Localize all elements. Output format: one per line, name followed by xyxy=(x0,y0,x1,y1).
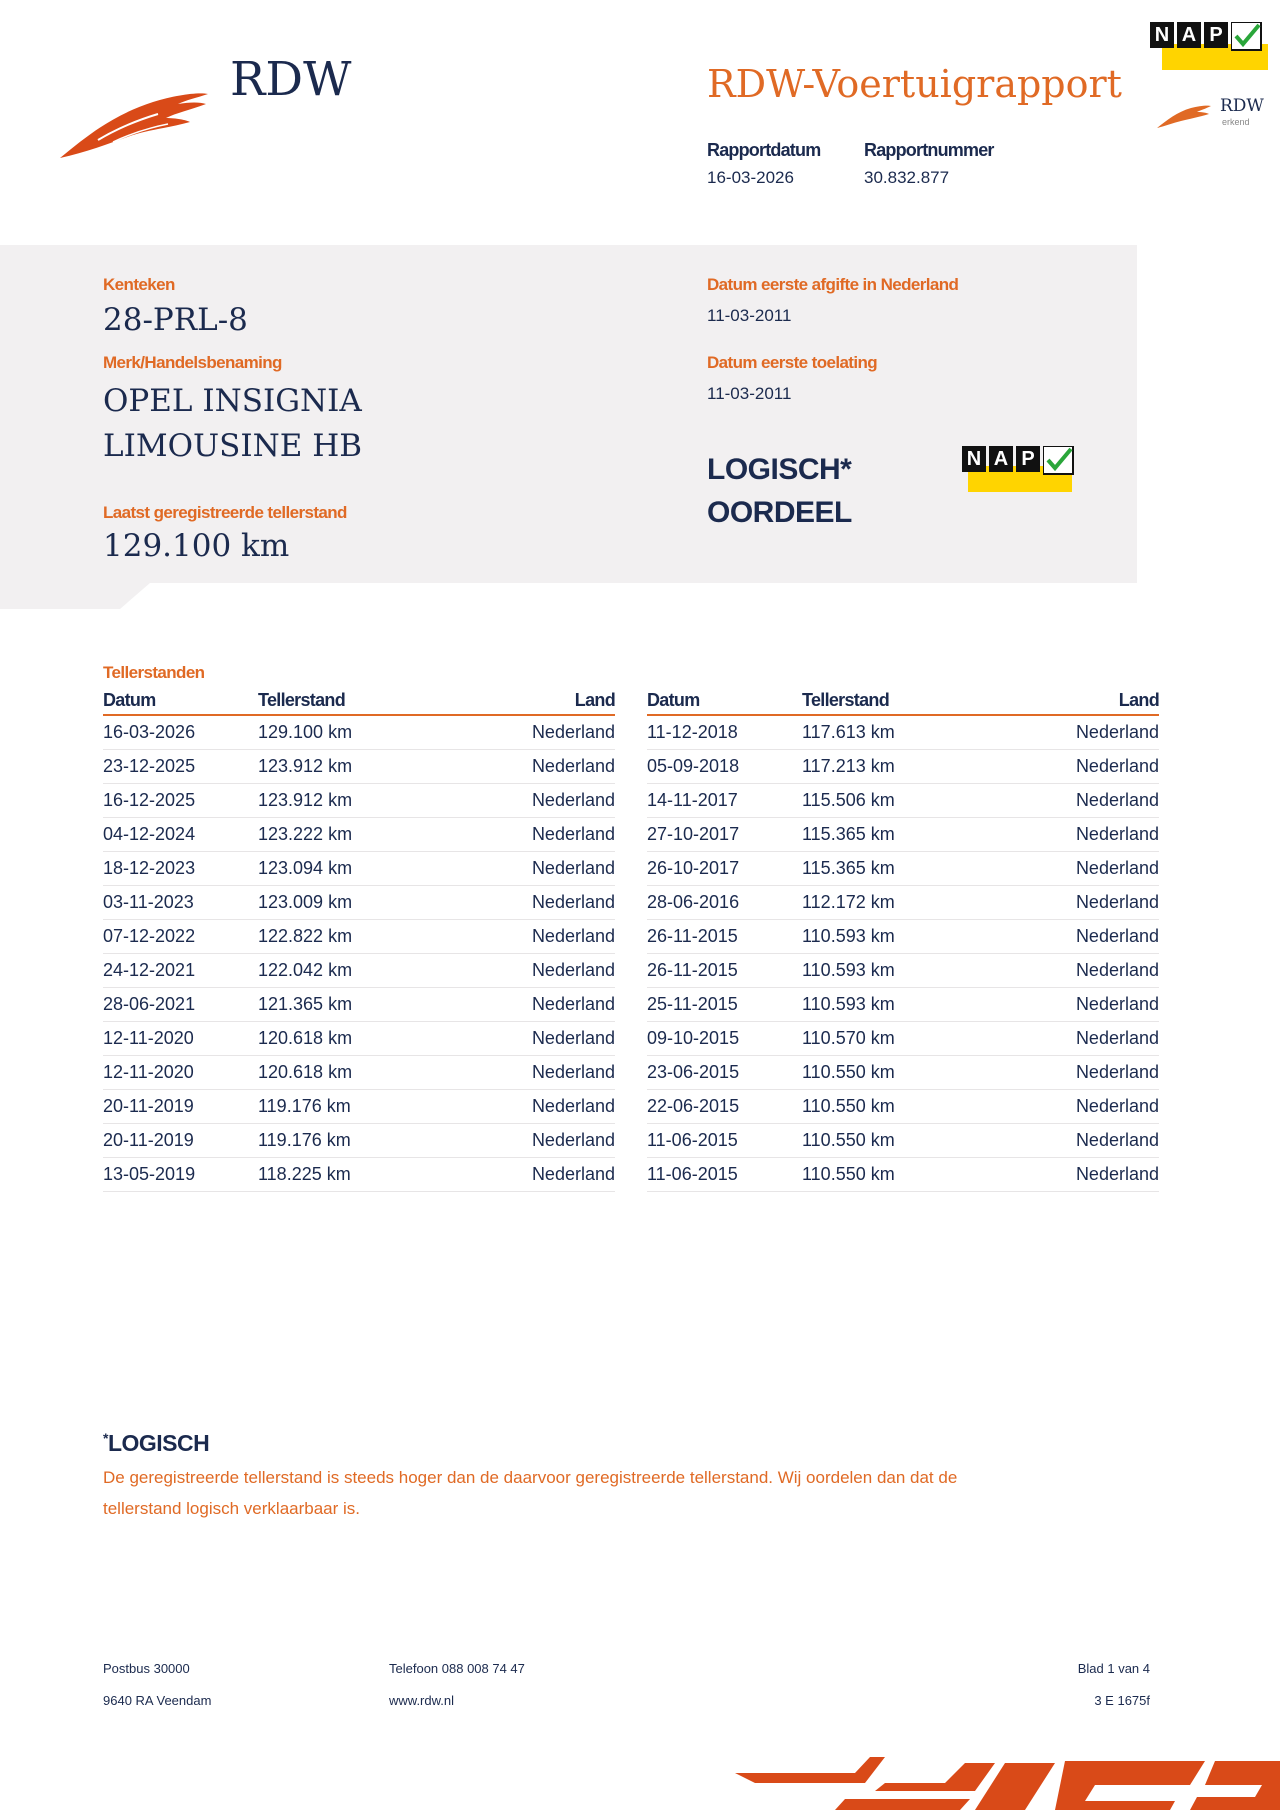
cell-date: 03-11-2023 xyxy=(103,892,194,912)
note-asterisk: * xyxy=(103,1430,108,1446)
table-row xyxy=(647,920,1159,954)
cell-date: 20-11-2019 xyxy=(103,1096,194,1116)
cell-odometer: 129.100 km xyxy=(258,722,353,742)
cell-date: 07-12-2022 xyxy=(103,926,196,946)
rdw-erkend-text: erkend xyxy=(1222,117,1250,127)
cell-odometer: 119.176 km xyxy=(258,1096,351,1116)
make-line-1: OPEL INSIGNIA xyxy=(103,383,362,419)
odometer-table-right xyxy=(647,690,1159,1192)
cell-country: Nederland xyxy=(531,1130,615,1150)
note-title-text: LOGISCH xyxy=(107,1430,210,1456)
cell-country: Nederland xyxy=(1075,960,1159,980)
cell-date: 14-11-2017 xyxy=(647,790,738,810)
table-row xyxy=(647,716,1159,750)
cell-date: 05-09-2018 xyxy=(647,756,740,776)
nap-badge-panel xyxy=(962,446,1077,492)
rdw-logo xyxy=(58,80,213,162)
cell-country: Nederland xyxy=(1075,1062,1159,1082)
cell-date: 23-06-2015 xyxy=(647,1062,740,1082)
nap-check-icon xyxy=(1231,22,1263,52)
cell-country: Nederland xyxy=(531,790,615,810)
cell-odometer: 123.009 km xyxy=(258,892,353,912)
cell-odometer: 110.593 km xyxy=(802,926,895,946)
plate-value: 28-PRL-8 xyxy=(103,302,248,338)
cell-date: 23-12-2025 xyxy=(103,756,196,776)
table-row xyxy=(647,750,1159,784)
cell-date: 28-06-2016 xyxy=(647,892,740,912)
cell-odometer: 115.506 km xyxy=(802,790,895,810)
plate-label: Kenteken xyxy=(103,275,175,294)
verdict-line-2: OORDEEL xyxy=(707,496,852,529)
brand-wordmark: RDW xyxy=(230,52,352,107)
odometer-section-title: Tellerstanden xyxy=(103,663,205,682)
table-row xyxy=(647,886,1159,920)
cell-date: 12-11-2020 xyxy=(103,1028,194,1048)
cell-odometer: 115.365 km xyxy=(802,824,895,844)
cell-date: 24-12-2021 xyxy=(103,960,196,980)
cell-date: 16-12-2025 xyxy=(103,790,196,810)
cell-country: Nederland xyxy=(1075,892,1159,912)
table-row xyxy=(103,852,615,886)
nap-letter-a: A xyxy=(1177,22,1201,48)
cell-odometer: 110.593 km xyxy=(802,994,895,1014)
cell-date: 26-10-2017 xyxy=(647,858,740,878)
table-row xyxy=(647,818,1159,852)
table-row xyxy=(647,1056,1159,1090)
cell-date: 11-12-2018 xyxy=(647,722,738,742)
report-date-label: Rapportdatum xyxy=(707,140,821,160)
footer-page-number: Blad 1 van 4 xyxy=(1077,1661,1150,1676)
cell-country: Nederland xyxy=(1075,1028,1159,1048)
note-text-line-1: De geregistreerde tellerstand is steeds hoger dan de daarvoor geregistreerde tellerstand. Wij oordelen dan dat de xyxy=(103,1468,958,1487)
cell-odometer: 110.570 km xyxy=(802,1028,895,1048)
table-row xyxy=(647,852,1159,886)
table-row xyxy=(103,1022,615,1056)
cell-odometer: 123.222 km xyxy=(258,824,353,844)
cell-country: Nederland xyxy=(531,722,615,742)
cell-date: 22-06-2015 xyxy=(647,1096,740,1116)
table-row xyxy=(103,954,615,988)
cell-odometer: 120.618 km xyxy=(258,1062,353,1082)
cell-odometer: 115.365 km xyxy=(802,858,895,878)
cell-country: Nederland xyxy=(531,926,615,946)
odometer-table-left xyxy=(103,690,615,1192)
cell-country: Nederland xyxy=(1075,1096,1159,1116)
cell-country: Nederland xyxy=(531,1096,615,1116)
cell-date: 04-12-2024 xyxy=(103,824,196,844)
vehicle-panel-tab xyxy=(0,583,150,609)
rdw-erkend-mark xyxy=(1155,96,1270,132)
cell-country: Nederland xyxy=(531,994,615,1014)
footer-website[interactable]: www.rdw.nl xyxy=(389,1693,455,1708)
column-header-odometer: Tellerstand xyxy=(802,690,889,710)
table-row xyxy=(647,1158,1159,1192)
nap-check-icon xyxy=(1043,446,1075,476)
column-header-country: Land xyxy=(574,690,615,710)
cell-date: 20-11-2019 xyxy=(103,1130,194,1150)
table-header xyxy=(103,690,615,716)
cell-country: Nederland xyxy=(1075,722,1159,742)
nap-letter-a: A xyxy=(989,446,1013,472)
cell-country: Nederland xyxy=(531,892,615,912)
cell-country: Nederland xyxy=(531,756,615,776)
footer-phone: Telefoon 088 008 74 47 xyxy=(389,1661,525,1676)
cell-date: 26-11-2015 xyxy=(647,926,738,946)
rdw-stripes-icon xyxy=(735,1755,1280,1810)
table-row xyxy=(647,1022,1159,1056)
table-row xyxy=(647,988,1159,1022)
make-line-2: LIMOUSINE HB xyxy=(103,428,363,464)
first-admission-label: Datum eerste toelating xyxy=(707,353,878,372)
report-number-label: Rapportnummer xyxy=(864,140,994,160)
cell-date: 25-11-2015 xyxy=(647,994,738,1014)
footer-postbus: Postbus 30000 xyxy=(103,1661,190,1676)
column-header-country: Land xyxy=(1118,690,1159,710)
nap-badge-top xyxy=(1150,22,1270,70)
nap-letter-n: N xyxy=(962,446,986,472)
table-row xyxy=(103,818,615,852)
page-title: RDW-Voertuigrapport xyxy=(707,62,1122,106)
cell-odometer: 110.550 km xyxy=(802,1096,895,1116)
rdw-bird-small-icon xyxy=(1155,100,1213,130)
column-header-date: Datum xyxy=(647,690,700,710)
note-text-line-2: tellerstand logisch verklaarbaar is. xyxy=(103,1499,361,1518)
cell-odometer: 110.593 km xyxy=(802,960,895,980)
first-admission-value: 11-03-2011 xyxy=(707,384,792,403)
cell-odometer: 117.613 km xyxy=(802,722,895,742)
cell-date: 27-10-2017 xyxy=(647,824,740,844)
cell-odometer: 117.213 km xyxy=(802,756,895,776)
cell-odometer: 110.550 km xyxy=(802,1062,895,1082)
cell-country: Nederland xyxy=(1075,1164,1159,1184)
cell-date: 13-05-2019 xyxy=(103,1164,196,1184)
cell-date: 18-12-2023 xyxy=(103,858,196,878)
cell-odometer: 123.094 km xyxy=(258,858,353,878)
table-row xyxy=(647,1124,1159,1158)
table-row xyxy=(103,1056,615,1090)
report-date: 16-03-2026 xyxy=(707,168,794,187)
cell-country: Nederland xyxy=(1075,858,1159,878)
column-header-odometer: Tellerstand xyxy=(258,690,345,710)
footer-code: 3 E 1675f xyxy=(1094,1693,1150,1708)
verdict-line-1: LOGISCH* xyxy=(707,453,852,486)
table-row xyxy=(103,988,615,1022)
cell-country: Nederland xyxy=(1075,756,1159,776)
report-number: 30.832.877 xyxy=(864,168,950,187)
cell-country: Nederland xyxy=(531,1164,615,1184)
cell-odometer: 121.365 km xyxy=(258,994,353,1014)
table-row xyxy=(647,954,1159,988)
last-odometer-label: Laatst geregistreerde tellerstand xyxy=(103,503,347,522)
cell-country: Nederland xyxy=(531,1062,615,1082)
cell-date: 12-11-2020 xyxy=(103,1062,194,1082)
nap-letter-p: P xyxy=(1204,22,1228,48)
first-issue-nl-value: 11-03-2011 xyxy=(707,306,792,325)
cell-date: 28-06-2021 xyxy=(103,994,196,1014)
table-row xyxy=(647,1090,1159,1124)
cell-country: Nederland xyxy=(1075,790,1159,810)
cell-date: 26-11-2015 xyxy=(647,960,738,980)
footer-address: 9640 RA Veendam xyxy=(103,1693,212,1708)
cell-odometer: 110.550 km xyxy=(802,1164,895,1184)
table-row xyxy=(103,784,615,818)
cell-date: 09-10-2015 xyxy=(647,1028,740,1048)
cell-country: Nederland xyxy=(1075,824,1159,844)
table-header xyxy=(647,690,1159,716)
nap-letter-n: N xyxy=(1150,22,1174,48)
cell-date: 16-03-2026 xyxy=(103,722,196,742)
cell-odometer: 123.912 km xyxy=(258,790,353,810)
table-row xyxy=(103,1124,615,1158)
first-issue-nl-label: Datum eerste afgifte in Nederland xyxy=(707,275,959,294)
cell-country: Nederland xyxy=(531,824,615,844)
table-row xyxy=(103,920,615,954)
table-row xyxy=(103,716,615,750)
cell-date: 11-06-2015 xyxy=(647,1130,738,1150)
cell-country: Nederland xyxy=(1075,1130,1159,1150)
cell-odometer: 120.618 km xyxy=(258,1028,353,1048)
nap-letter-p: P xyxy=(1016,446,1040,472)
cell-odometer: 118.225 km xyxy=(258,1164,351,1184)
rdw-bird-logo-icon xyxy=(58,80,213,162)
cell-odometer: 123.912 km xyxy=(258,756,353,776)
rdw-erkend-brand: RDW xyxy=(1220,96,1264,116)
cell-odometer: 119.176 km xyxy=(258,1130,351,1150)
cell-country: Nederland xyxy=(1075,994,1159,1014)
cell-date: 11-06-2015 xyxy=(647,1164,738,1184)
cell-odometer: 110.550 km xyxy=(802,1130,895,1150)
cell-country: Nederland xyxy=(531,1028,615,1048)
make-label: Merk/Handelsbenaming xyxy=(103,353,282,372)
table-row xyxy=(103,886,615,920)
cell-country: Nederland xyxy=(531,858,615,878)
last-odometer-value: 129.100 km xyxy=(103,528,290,564)
table-row xyxy=(103,750,615,784)
table-row xyxy=(647,784,1159,818)
table-row xyxy=(103,1158,615,1192)
note-title xyxy=(103,1430,209,1457)
table-row xyxy=(103,1090,615,1124)
cell-odometer: 112.172 km xyxy=(802,892,895,912)
cell-country: Nederland xyxy=(1075,926,1159,946)
column-header-date: Datum xyxy=(103,690,156,710)
cell-country: Nederland xyxy=(531,960,615,980)
cell-odometer: 122.042 km xyxy=(258,960,353,980)
cell-odometer: 122.822 km xyxy=(258,926,353,946)
